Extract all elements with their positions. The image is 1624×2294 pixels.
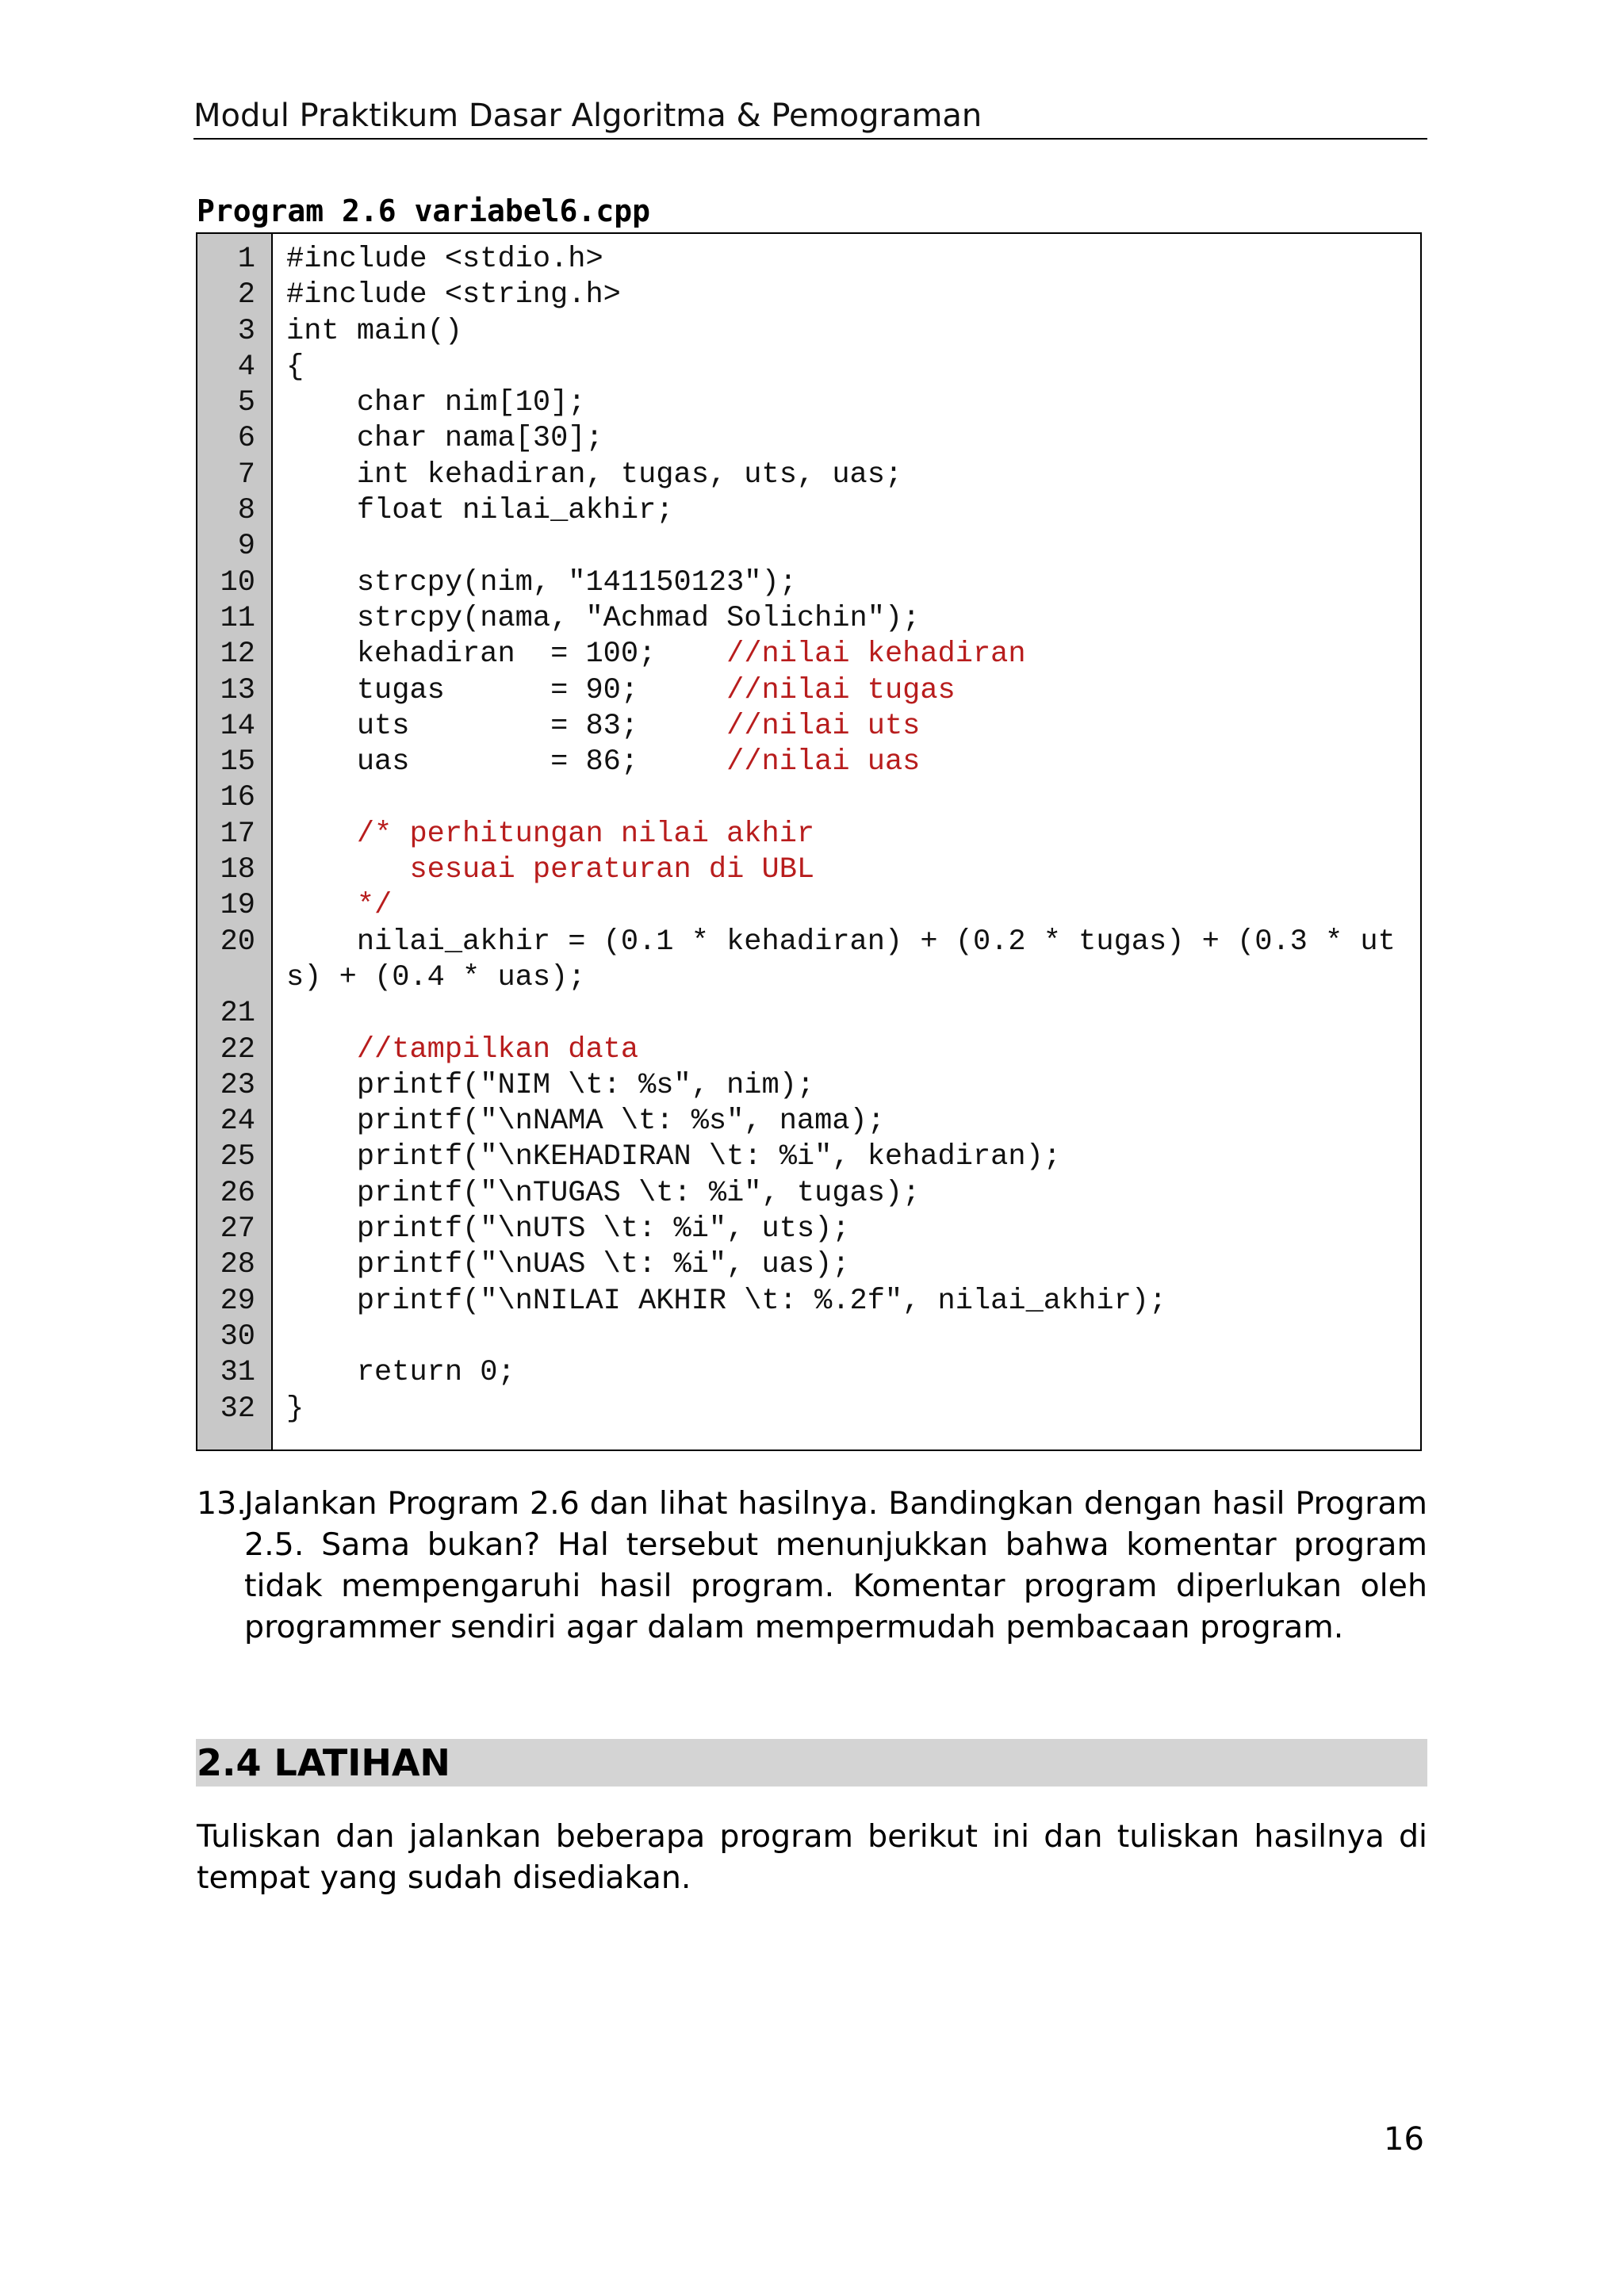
code-comment: //nilai tugas — [726, 673, 956, 707]
code-line — [197, 852, 1420, 888]
code-line — [197, 817, 1420, 852]
code-text — [273, 278, 1416, 313]
code-statement: char nama[30]; — [286, 422, 603, 456]
code-statement: float nilai_akhir; — [286, 494, 674, 528]
code-statement: strcpy(nim, "141150123"); — [286, 565, 797, 599]
code-text — [273, 1032, 1416, 1068]
code-text — [273, 852, 1416, 888]
code-line — [197, 637, 1420, 672]
code-line — [197, 529, 1420, 565]
line-number: 20 — [220, 925, 255, 959]
code-comment: /* perhitungan nilai akhir — [356, 817, 815, 851]
code-text — [273, 888, 1416, 924]
code-line — [197, 421, 1420, 457]
code-line — [197, 458, 1420, 493]
code-comment: //tampilkan data — [356, 1032, 639, 1067]
code-line — [197, 745, 1420, 780]
code-statement: kehadiran = 100; — [286, 638, 727, 672]
line-number: 31 — [220, 1356, 255, 1390]
line-number: 25 — [220, 1140, 255, 1174]
code-text — [273, 637, 1416, 672]
code-text — [273, 1068, 1416, 1104]
code-line — [197, 1212, 1420, 1247]
code-text — [273, 1176, 1416, 1212]
code-statement: char nim[10]; — [286, 386, 586, 420]
program-caption: Program 2.6 variabel6.cpp — [197, 193, 650, 228]
code-statement: uts = 83; — [286, 709, 727, 743]
line-number: 29 — [220, 1284, 255, 1318]
code-text — [273, 350, 1416, 385]
line-number: 24 — [220, 1105, 255, 1139]
code-line — [197, 925, 1420, 997]
code-statement: printf("\nUTS \t: %i", uts); — [286, 1212, 850, 1247]
code-line — [197, 888, 1420, 924]
code-statement — [286, 818, 357, 851]
code-text — [273, 1212, 1416, 1247]
line-number: 21 — [220, 997, 255, 1031]
code-text — [273, 385, 1416, 421]
code-text — [273, 601, 1416, 637]
page-number: 16 — [1384, 2121, 1424, 2158]
code-line — [197, 1319, 1420, 1355]
code-line — [197, 242, 1420, 278]
code-text — [273, 1392, 1416, 1427]
line-number: 12 — [220, 638, 255, 672]
code-line — [197, 493, 1420, 529]
step-text: Jalankan Program 2.6 dan lihat hasilnya. Bandingkan dengan hasil Program 2.5. Sama bukan? Hal tersebut menunjukkan bahwa komentar program tidak mempengaruhi hasil program. Komentar program diperlukan oleh programmer sendiri agar dalam mempermudah pembacaan program. — [244, 1485, 1427, 1645]
code-text — [273, 1355, 1416, 1391]
code-line — [197, 385, 1420, 421]
code-statement: printf("\nKEHADIRAN \t: %i", kehadiran); — [286, 1140, 1061, 1174]
line-number: 4 — [237, 350, 255, 384]
code-line — [197, 996, 1420, 1032]
code-statement: } — [286, 1392, 304, 1426]
line-number: 15 — [220, 745, 255, 779]
code-statement: printf("\nNILAI AKHIR \t: %.2f", nilai_akhir); — [286, 1284, 1167, 1318]
code-statement: nilai_akhir = (0.1 * kehadiran) + (0.2 * tugas) + (0.3 * uts) + (0.4 * uas); — [286, 925, 1396, 994]
step-13 — [197, 1483, 1427, 1648]
code-statement: printf("\nNAMA \t: %s", nama); — [286, 1105, 885, 1139]
code-line — [197, 1104, 1420, 1139]
line-number: 23 — [220, 1068, 255, 1102]
code-statement: #include <string.h> — [286, 278, 621, 312]
code-text — [273, 1139, 1416, 1175]
code-text — [273, 817, 1416, 852]
code-text — [273, 745, 1416, 780]
line-number: 16 — [220, 781, 255, 815]
page-header: Modul Praktikum Dasar Algoritma & Pemograman — [193, 94, 1427, 140]
line-number: 27 — [220, 1212, 255, 1247]
code-text — [273, 925, 1416, 997]
line-number: 3 — [237, 314, 255, 348]
code-line — [197, 1176, 1420, 1212]
code-statement — [286, 1033, 357, 1067]
code-comment: //nilai uts — [726, 709, 921, 743]
code-text — [273, 1247, 1416, 1283]
line-number: 2 — [237, 278, 255, 312]
code-text — [273, 421, 1416, 457]
code-line — [197, 1392, 1420, 1427]
code-comment: sesuai peraturan di UBL — [286, 853, 815, 887]
code-statement: printf("NIM \t: %s", nim); — [286, 1068, 815, 1102]
line-number: 7 — [237, 458, 255, 492]
code-statement: int main() — [286, 314, 463, 348]
line-number: 6 — [237, 422, 255, 456]
code-line — [197, 350, 1420, 385]
code-line — [197, 1032, 1420, 1068]
code-statement — [286, 889, 357, 922]
line-number: 32 — [220, 1392, 255, 1426]
code-statement: int kehadiran, tugas, uts, uas; — [286, 458, 903, 492]
line-number: 10 — [220, 565, 255, 599]
code-line — [197, 565, 1420, 601]
code-statement: strcpy(nama, "Achmad Solichin"); — [286, 601, 921, 635]
code-line — [197, 601, 1420, 637]
code-listing — [196, 232, 1422, 1451]
line-number: 14 — [220, 709, 255, 743]
code-text — [273, 458, 1416, 493]
line-number: 17 — [220, 817, 255, 851]
code-line — [197, 278, 1420, 313]
code-text — [273, 1284, 1416, 1319]
section-paragraph: Tuliskan dan jalankan beberapa program berikut ini dan tuliskan hasilnya di tempat yang sudah disediakan. — [197, 1818, 1427, 1896]
code-statement: return 0; — [286, 1356, 515, 1390]
code-line — [197, 673, 1420, 709]
code-line — [197, 1139, 1420, 1175]
code-line — [197, 314, 1420, 350]
code-text — [273, 1104, 1416, 1139]
code-statement: printf("\nTUGAS \t: %i", tugas); — [286, 1176, 921, 1210]
code-line — [197, 709, 1420, 745]
line-number: 5 — [237, 386, 255, 420]
code-comment: //nilai uas — [726, 745, 921, 779]
code-text — [273, 709, 1416, 745]
code-text — [273, 673, 1416, 709]
code-text — [273, 493, 1416, 529]
line-number: 30 — [220, 1319, 255, 1354]
code-line — [197, 1284, 1420, 1319]
code-statement: uas = 86; — [286, 745, 727, 779]
code-line — [197, 780, 1420, 816]
code-statement: #include <stdio.h> — [286, 243, 603, 276]
line-number: 22 — [220, 1032, 255, 1067]
line-number: 11 — [220, 601, 255, 635]
code-statement: printf("\nUAS \t: %i", uas); — [286, 1248, 850, 1282]
code-statement: tugas = 90; — [286, 673, 727, 707]
line-number: 18 — [220, 853, 255, 887]
code-comment: //nilai kehadiran — [726, 638, 1026, 672]
code-text — [273, 242, 1416, 278]
line-number: 26 — [220, 1176, 255, 1210]
code-comment: */ — [356, 889, 393, 923]
line-number: 13 — [220, 673, 255, 707]
line-number: 28 — [220, 1248, 255, 1282]
code-line — [197, 1068, 1420, 1104]
code-text — [273, 314, 1416, 350]
code-text — [273, 565, 1416, 601]
section-title: 2.4 LATIHAN — [197, 1741, 450, 1784]
line-number: 8 — [237, 494, 255, 528]
line-number: 19 — [220, 889, 255, 923]
code-statement: { — [286, 350, 304, 384]
step-number: 13. — [197, 1485, 247, 1522]
code-line — [197, 1355, 1420, 1391]
code-line — [197, 1247, 1420, 1283]
line-number: 1 — [237, 243, 255, 276]
line-number: 9 — [237, 530, 255, 564]
code-lines — [197, 242, 1420, 1427]
